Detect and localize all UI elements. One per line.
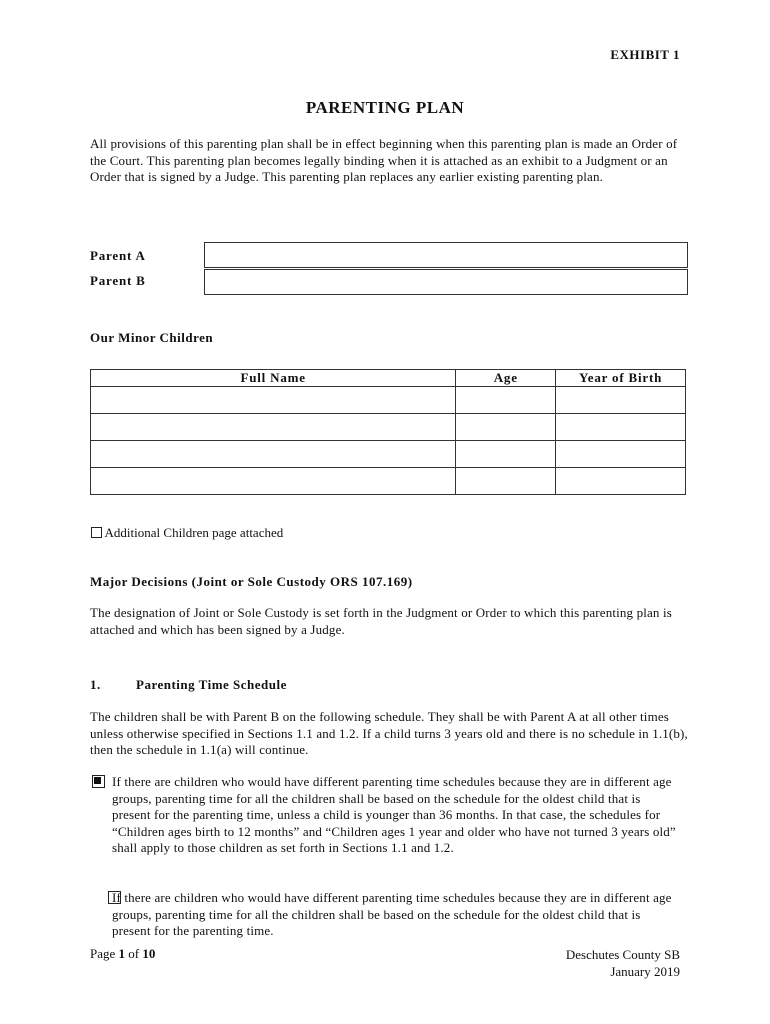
child-name-cell[interactable]: [91, 468, 456, 495]
section-heading: Parenting Time Schedule: [136, 677, 287, 692]
additional-children-label: Additional Children page attached: [104, 525, 284, 540]
column-header-full-name: Full Name: [91, 370, 456, 387]
table-row: [91, 387, 686, 414]
exhibit-label: EXHIBIT 1: [610, 47, 680, 62]
section-number: 1.: [90, 677, 101, 692]
child-name-cell[interactable]: [91, 441, 456, 468]
child-age-cell[interactable]: [456, 468, 556, 495]
intro-paragraph: All provisions of this parenting plan shall be in effect beginning when this parenting plan is made an Order of the Court. This parenting plan becomes legally binding when it is attached as an exhibit to a Judgment or an Order that is signed by a Judge. This parenting plan replaces any earlier existing parenting plan.: [90, 136, 678, 184]
parent-a-label: Parent A: [90, 248, 146, 263]
county-label: Deschutes County SB: [565, 947, 680, 962]
table-row: [91, 468, 686, 495]
parent-b-field[interactable]: [204, 269, 688, 295]
table-row: [91, 414, 686, 441]
child-birth-year-cell[interactable]: [556, 468, 686, 495]
child-age-cell[interactable]: [456, 387, 556, 414]
parent-b-label: Parent B: [90, 273, 146, 288]
major-decisions-text: The designation of Joint or Sole Custody is set forth in the Judgment or Order to which this parenting plan is attached and which has been signed by a Judge.: [90, 605, 672, 637]
child-age-cell[interactable]: [456, 414, 556, 441]
child-birth-year-cell[interactable]: [556, 441, 686, 468]
column-header-year-of-birth: Year of Birth: [556, 370, 686, 387]
child-name-cell[interactable]: [91, 414, 456, 441]
children-heading: Our Minor Children: [90, 330, 214, 345]
option-2-text: If there are children who would have different parenting time schedules because they are in different age groups, parenting time for all the children shall be based on the schedule for the oldest child that is present for the parenting time.: [112, 890, 672, 938]
column-header-age: Age: [456, 370, 556, 387]
additional-children-option: [91, 525, 283, 541]
revision-date: January 2019: [610, 964, 680, 979]
table-header-row: [91, 370, 686, 387]
section-text: The children shall be with Parent B on the following schedule. They shall be with Parent A at all other times unless otherwise specified in Sections 1.1 and 1.2. If a child turns 3 years old and there is no schedule in 1.1(b), then the schedule in 1.1(a) will continue.: [90, 709, 688, 757]
child-birth-year-cell[interactable]: [556, 387, 686, 414]
table-row: [91, 441, 686, 468]
parent-a-field[interactable]: [204, 242, 688, 268]
child-birth-year-cell[interactable]: [556, 414, 686, 441]
option-1-checkbox[interactable]: [92, 775, 105, 788]
page-of: of: [125, 946, 143, 961]
children-table: [90, 369, 686, 495]
page-number: [90, 946, 155, 962]
page-prefix: Page: [90, 946, 119, 961]
child-name-cell[interactable]: [91, 387, 456, 414]
page-current: 1: [118, 946, 126, 961]
footer-info: [566, 946, 680, 980]
major-decisions-heading: Major Decisions (Joint or Sole Custody ORS 107.169): [90, 574, 413, 589]
option-1-text: If there are children who would have different parenting time schedules because they are in different age groups, parenting time for all the children shall be based on the schedule for the oldest child that is present for the parenting time, unless a child is younger than 36 months. In that case, the schedules for “Children ages birth to 12 months” and “Children ages 1 year and older who have not turned 3 years old” shall apply to those children as set forth in Sections 1.1 and 1.2.: [112, 774, 676, 855]
child-age-cell[interactable]: [456, 441, 556, 468]
additional-children-checkbox[interactable]: [91, 527, 102, 538]
page-title: PARENTING PLAN: [305, 98, 465, 117]
page-total: 10: [142, 946, 156, 961]
